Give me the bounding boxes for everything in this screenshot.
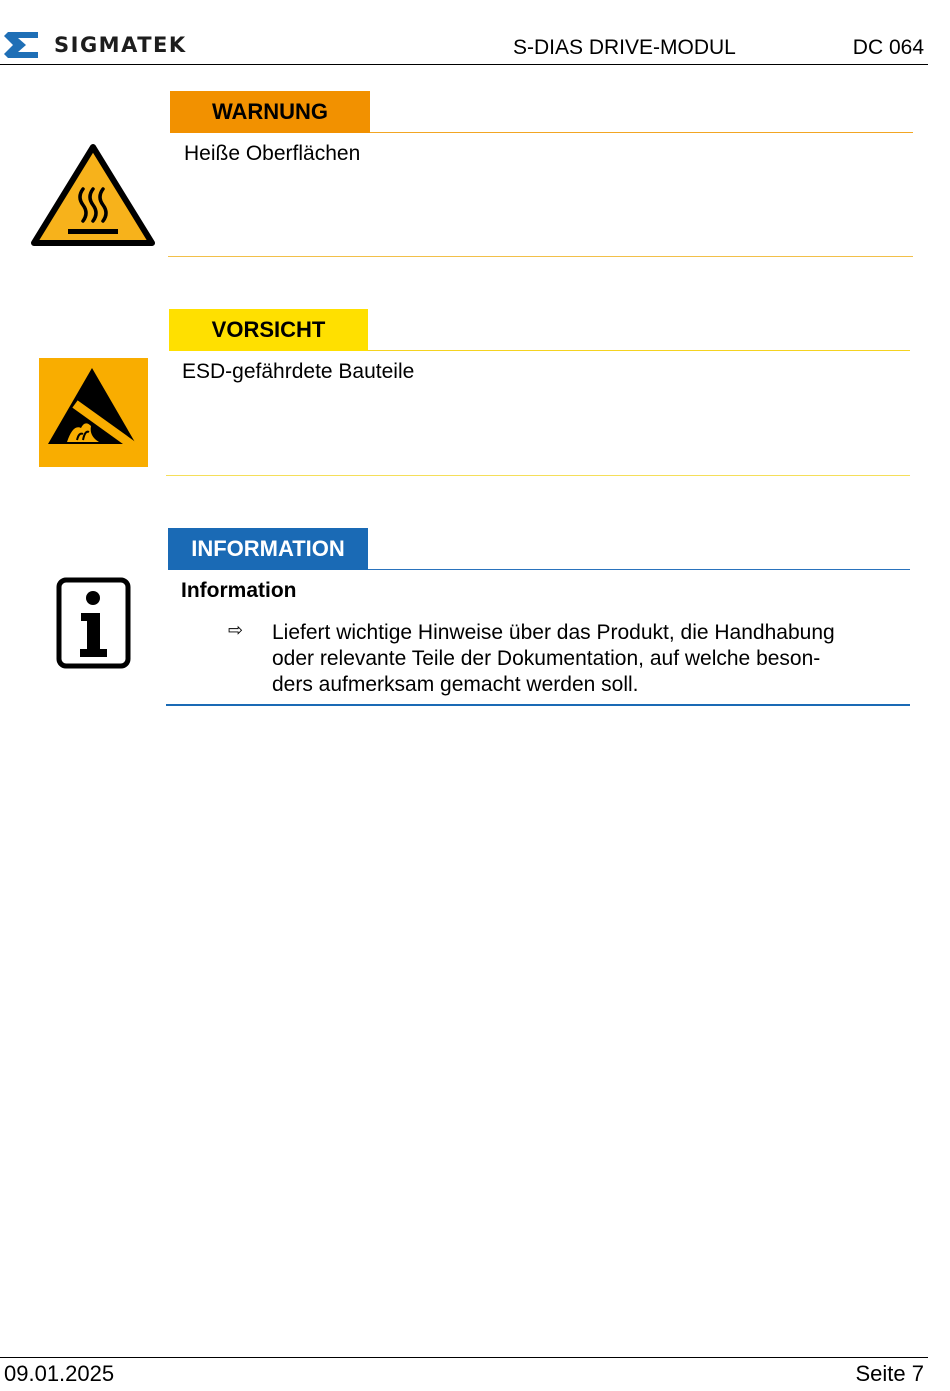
warning-bottom-rule [168,256,913,257]
hot-surface-warning-icon [30,143,156,247]
page-number: Seite 7 [855,1361,924,1386]
information-heading: Information [181,579,297,602]
warning-label: WARNUNG [170,91,370,133]
bullet-line: oder relevante Teile der Dokumentation, auf welche beson- [272,647,821,670]
warning-top-rule [370,132,913,133]
esd-warning-icon [39,358,148,467]
bullet-line: ders aufmerksam gemacht werden soll. [272,673,639,696]
sigmatek-logo [4,30,187,60]
caution-label: VORSICHT [169,309,368,351]
logo-text: SIGMATEK [54,33,187,57]
document-title: S-DIAS DRIVE-MODUL [513,36,736,59]
caution-top-rule [368,350,910,351]
document-code: DC 064 [852,36,924,59]
bullet-line: Liefert wichtige Hinweise über das Produkt, die Handhabung [272,621,835,644]
warning-text: Heiße Oberflächen [184,142,361,165]
bullet-arrow-icon: ⇨ [228,620,244,641]
footer-date: 09.01.2025 [4,1361,115,1386]
caution-bottom-rule [166,475,910,476]
footer-divider [0,1357,928,1358]
header-divider [0,64,928,65]
page-header [0,0,950,66]
caution-text: ESD-gefährdete Bauteile [182,360,415,383]
info-icon [56,577,131,669]
information-label: INFORMATION [168,528,368,570]
information-bottom-rule [166,704,910,706]
information-top-rule [368,569,910,570]
sigmatek-logo-icon [4,32,40,58]
information-bullet-text [272,620,835,698]
